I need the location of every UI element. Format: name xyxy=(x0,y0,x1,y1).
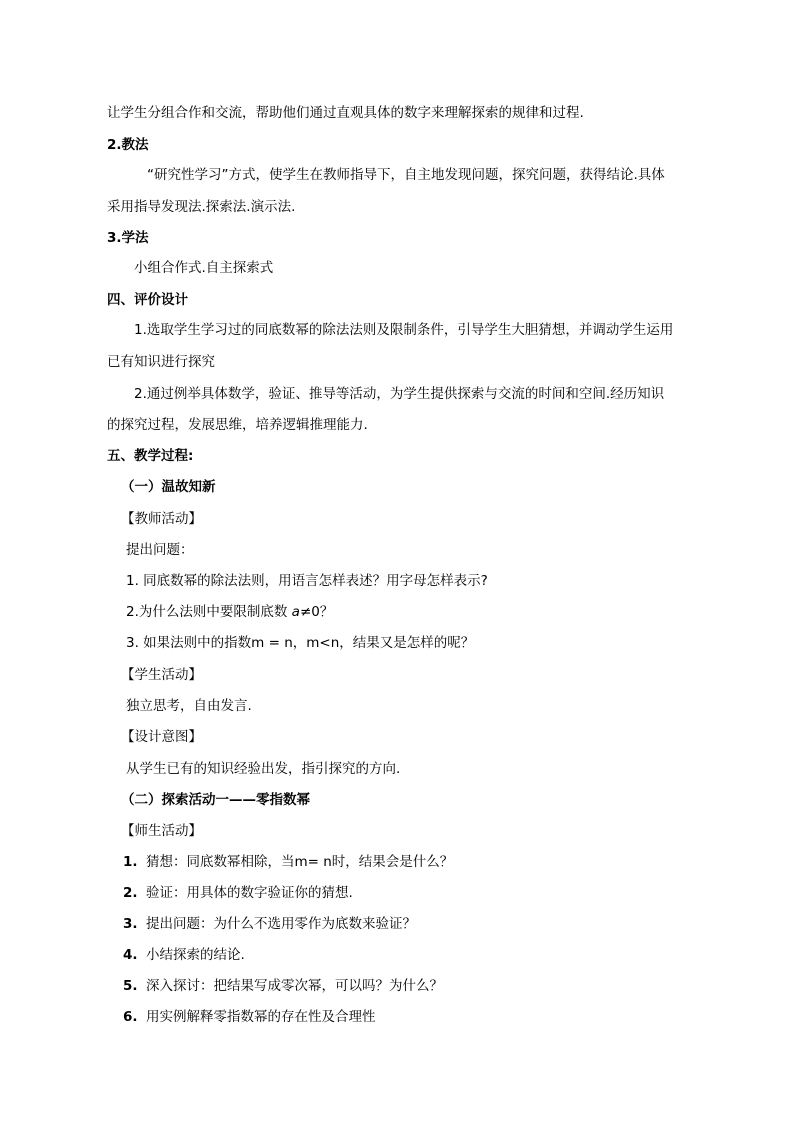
list-item xyxy=(123,853,453,871)
list-item xyxy=(123,1008,376,1026)
question-2-suffix: ≠0？ xyxy=(299,604,334,620)
paragraph-pingjia2-line2: 的探究过程，发展思维，培养逻辑推理能力. xyxy=(107,417,368,433)
question-3: 3. 如果法则中的指数m = n，m<n，结果又是怎样的呢？ xyxy=(126,635,475,651)
list-item-number: 6. xyxy=(123,1009,138,1025)
question-2-prefix: 2.为什么法则中要限制底数 xyxy=(126,604,292,620)
paragraph-pingjia1-line2: 已有知识进行探究 xyxy=(107,354,215,370)
label-design-intent: 【设计意图】 xyxy=(121,729,202,745)
list-item-number: 2. xyxy=(123,885,138,901)
heading-wengu: （一）温故知新 xyxy=(121,479,216,495)
label-student-activity: 【学生活动】 xyxy=(121,667,202,683)
paragraph-duli: 独立思考，自由发言. xyxy=(126,698,252,714)
label-teacher-activity: 【教师活动】 xyxy=(121,511,202,527)
paragraph-xuefa: 小组合作式.自主探索式 xyxy=(134,260,274,276)
paragraph-pingjia1-line1: 1.选取学生学习过的同底数幂的除法法则及限制条件，引导学生大胆猜想，并调动学生运用 xyxy=(134,322,674,338)
label-tichu: 提出问题： xyxy=(126,542,194,558)
list-item-text: 用实例解释零指数幂的存在性及合理性 xyxy=(146,1009,376,1025)
paragraph-jiaofa-line1: “研究性学习”方式，使学生在教师指导下，自主地发现问题，探究问题，获得结论.具体 xyxy=(147,167,665,183)
list-item-text: 深入探讨：把结果写成零次幂，可以吗？为什么？ xyxy=(146,978,443,994)
heading-pingjia: 四、评价设计 xyxy=(107,292,188,308)
heading-jiaofa: 2.教法 xyxy=(107,137,149,153)
paragraph-jiaofa-line2: 采用指导发现法.探索法.演示法. xyxy=(107,199,296,215)
list-item xyxy=(123,884,353,902)
list-item xyxy=(123,915,416,933)
heading-guocheng: 五、教学过程: xyxy=(107,448,194,464)
list-item-text: 提出问题：为什么不选用零作为底数来验证？ xyxy=(146,916,416,932)
list-item-text: 验证：用具体的数字验证你的猜想. xyxy=(146,885,353,901)
heading-tansuo: （二）探索活动一——零指数幂 xyxy=(121,792,310,808)
paragraph-design: 从学生已有的知识经验出发，指引探究的方向. xyxy=(126,761,401,777)
list-item-number: 3. xyxy=(123,916,138,932)
paragraph-pingjia2-line1: 2.通过例举具体数学，验证、推导等活动，为学生提供探索与交流的时间和空间.经历知识 xyxy=(134,386,665,402)
list-item-text: 小结探索的结论. xyxy=(146,947,245,963)
list-item-text: 猜想：同底数幂相除，当m= n时，结果会是什么？ xyxy=(146,854,454,870)
list-item-number: 5. xyxy=(123,978,138,994)
list-item-number: 4. xyxy=(123,947,138,963)
list-item xyxy=(123,977,443,995)
question-2-variable: a xyxy=(291,604,300,620)
list-item xyxy=(123,946,245,964)
paragraph-intro: 让学生分组合作和交流，帮助他们通过直观具体的数字来理解探索的规律和过程. xyxy=(107,105,584,121)
question-1: 1. 同底数幂的除法法则，用语言怎样表述？用字母怎样表示? xyxy=(126,573,488,589)
list-item-number: 1. xyxy=(123,854,138,870)
label-shisheng-activity: 【师生活动】 xyxy=(121,823,202,839)
heading-xuefa: 3.学法 xyxy=(107,230,149,246)
question-2 xyxy=(126,603,333,621)
